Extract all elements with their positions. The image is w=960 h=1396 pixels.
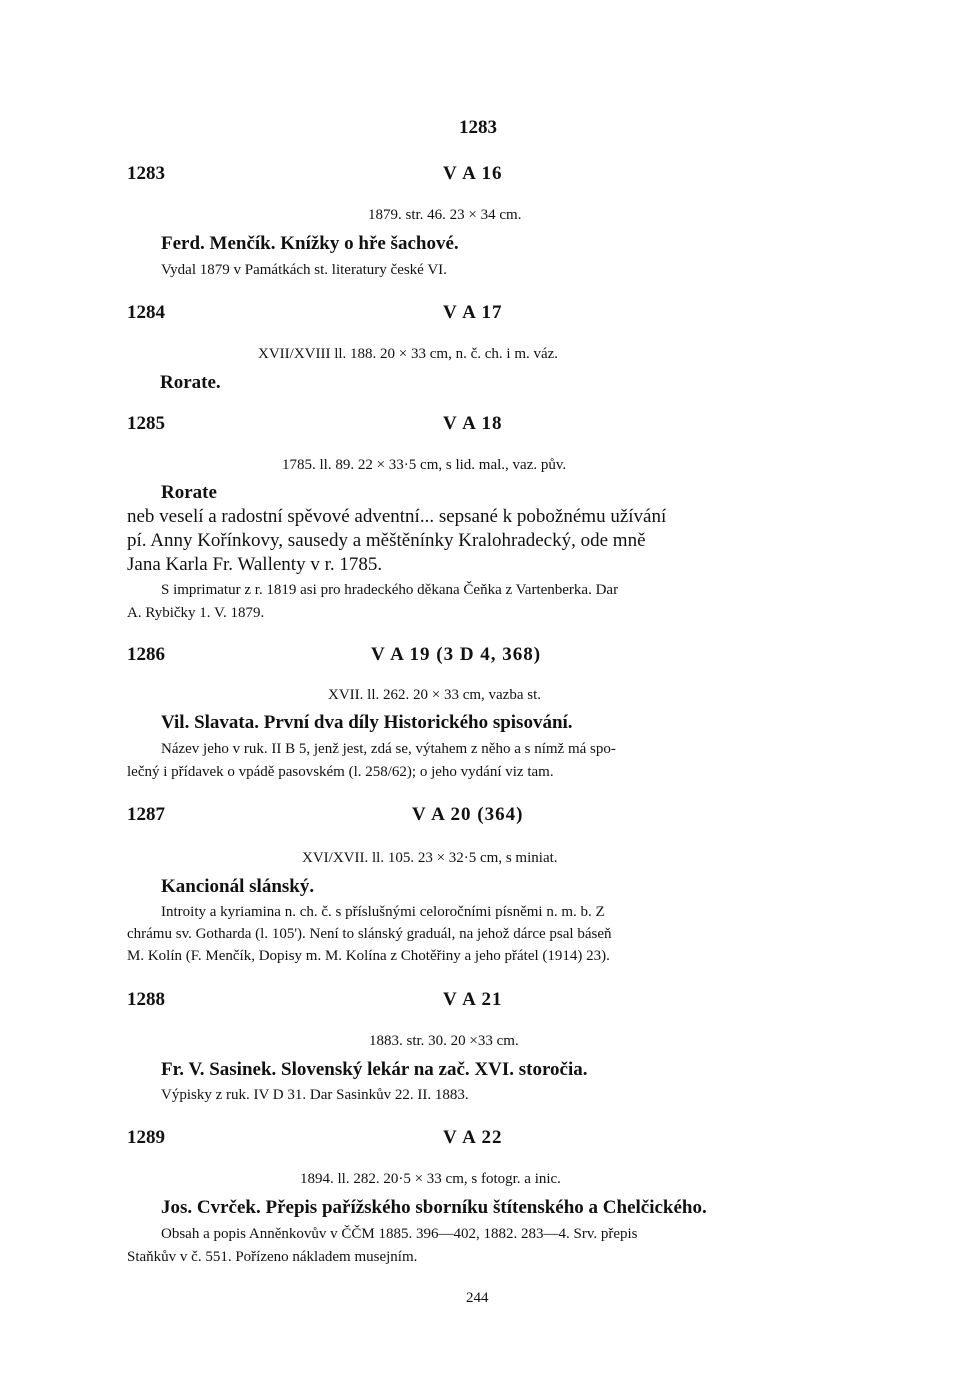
- entry-title: Vil. Slavata. První dva díly Historického spisování.: [161, 712, 573, 733]
- entry-title: Kancionál slánský.: [161, 876, 315, 897]
- entry-title: Rorate: [161, 482, 217, 503]
- entry-title: Fr. V. Sasinek. Slovenský lekár na zač. XVI. storočia.: [161, 1059, 588, 1080]
- entry-note: A. Rybičky 1. V. 1879.: [127, 605, 265, 621]
- entry-number: 1288: [127, 989, 165, 1010]
- entry-title: Rorate.: [160, 372, 221, 393]
- entry-meta: 1879. str. 46. 23 × 34 cm.: [368, 207, 522, 223]
- entry-note: Obsah a popis Anněnkovův v ČČM 1885. 396—402, 1882. 283—4. Srv. přepis: [161, 1226, 638, 1242]
- entry-note: Staňkův v č. 551. Pořízeno nákladem musejním.: [127, 1249, 418, 1265]
- entry-signature: V A 19 (3 D 4, 368): [371, 644, 542, 665]
- entry-number: 1287: [127, 804, 165, 825]
- entry-note: S imprimatur z r. 1819 asi pro hradeckého děkana Čeňka z Vartenberka. Dar: [161, 582, 619, 598]
- entry-note: Výpisky z ruk. IV D 31. Dar Sasinkův 22. II. 1883.: [161, 1087, 469, 1103]
- page-number: 244: [466, 1290, 489, 1306]
- entry-body-line: Jana Karla Fr. Wallenty v r. 1785.: [127, 554, 383, 575]
- entry-meta: 1785. ll. 89. 22 × 33·5 cm, s lid. mal., vaz. pův.: [282, 457, 567, 473]
- entry-signature: V A 22: [443, 1127, 503, 1148]
- entry-number: 1284: [127, 302, 165, 323]
- entry-note: chrámu sv. Gotharda (l. 105'). Není to slánský graduál, na jehož dárce psal báseň: [127, 926, 612, 942]
- running-head: 1283: [459, 117, 497, 138]
- entry-note: lečný i přídavek o vpádě pasovském (l. 258/62); o jeho vydání viz tam.: [127, 764, 554, 780]
- entry-number: 1289: [127, 1127, 165, 1148]
- entry-signature: V A 17: [443, 302, 503, 323]
- entry-meta: XVII. ll. 262. 20 × 33 cm, vazba st.: [328, 687, 542, 703]
- entry-body-line: neb veselí a radostní spěvové adventní... sepsané k pobožnému užívání: [127, 506, 667, 527]
- entry-signature: V A 21: [443, 989, 503, 1010]
- entry-title: Jos. Cvrček. Přepis pařížského sborníku štítenského a Chelčického.: [161, 1197, 707, 1218]
- entry-meta: 1894. ll. 282. 20·5 × 33 cm, s fotogr. a inic.: [300, 1171, 561, 1187]
- entry-title: Ferd. Menčík. Knížky o hře šachové.: [161, 233, 459, 254]
- entry-signature: V A 16: [443, 163, 503, 184]
- entry-meta: 1883. str. 30. 20 ×33 cm.: [369, 1033, 519, 1049]
- entry-note: Vydal 1879 v Památkách st. literatury české VI.: [161, 262, 447, 278]
- entry-number: 1283: [127, 163, 165, 184]
- entry-note: M. Kolín (F. Menčík, Dopisy m. M. Kolína z Chotěřiny a jeho přátel (1914) 23).: [127, 948, 610, 964]
- entry-number: 1285: [127, 413, 165, 434]
- entry-meta: XVI/XVII. ll. 105. 23 × 32·5 cm, s miniat.: [302, 850, 558, 866]
- entry-meta: XVII/XVIII ll. 188. 20 × 33 cm, n. č. ch. i m. váz.: [258, 346, 559, 362]
- entry-note: Název jeho v ruk. II B 5, jenž jest, zdá se, výtahem z něho a s nímž má spo-: [161, 741, 616, 757]
- entry-signature: V A 20 (364): [412, 804, 524, 825]
- entry-note: Introity a kyriamina n. ch. č. s příslušnými celoročními písněmi n. m. b. Z: [161, 904, 605, 920]
- entry-number: 1286: [127, 644, 165, 665]
- entry-signature: V A 18: [443, 413, 503, 434]
- entry-body-line: pí. Anny Kořínkovy, sausedy a měštěnínky Kralohradecký, ode mně: [127, 530, 646, 551]
